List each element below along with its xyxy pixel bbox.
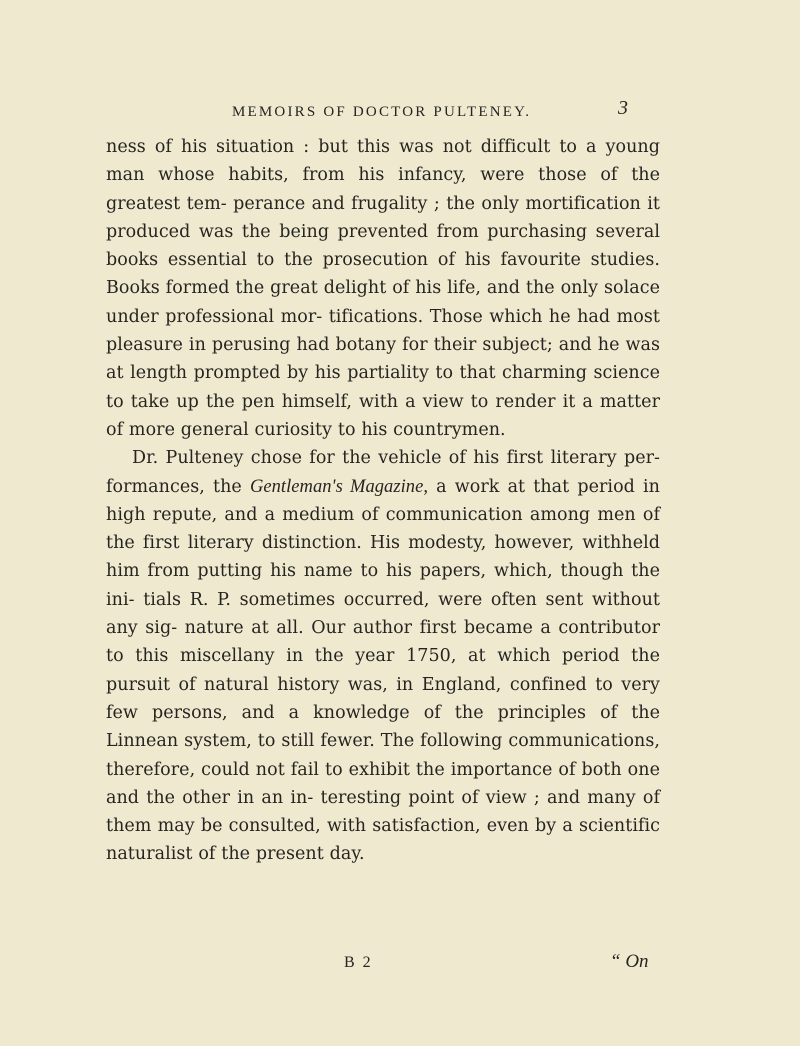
catchword: “ On [610, 951, 649, 972]
page-number: 3 [618, 97, 628, 119]
paragraph-2 [106, 444, 660, 868]
running-title: MEMOIRS OF DOCTOR PULTENEY. [232, 104, 532, 120]
body-text [106, 133, 660, 869]
magazine-title: Gentleman's Magazine, [249, 476, 429, 497]
signature-mark: B 2 [344, 954, 373, 971]
paragraph-1: ness of his situation : but this was not difficult to a young man whose habits, from his infancy, were those of the greatest tem- perance and frugality ; the only mortification it produced was the being prevented from purchasing several books essential to the prosecution of his favourite studies. Books formed the great delight of his life, and the only solace under professional mor- tifications. Those which he had most pleasure in perusing had botany for their subject; and he was at length prompted by his partiality to that charming science to take up the pen himself, with a view to render it a matter of more general curiosity to his countrymen. [106, 137, 660, 440]
paragraph-2-after-title: a work at that period in high repute, and a medium of communication among men of the first literary distinction. His modesty, however, withheld him from putting his name to his papers, which, though the ini- tials R. P. sometimes occurred, were often sent without any sig- nature at all. Our author first became a contributor to this miscellany in the year 1750, at which period the pursuit of natural history was, in England, confined to very few persons, and a knowledge of the principles of the Linnean system, to still fewer. The following communications, therefore, could not fail to exhibit the importance of both one and the other in an in- teresting point of view ; and many of them may be consulted, with satisfaction, even by a scientific naturalist of the present day. [106, 476, 660, 865]
paragraph-2-before-title: Dr. Pulteney chose for the vehicle of his first literary per- formances, the [106, 448, 660, 497]
